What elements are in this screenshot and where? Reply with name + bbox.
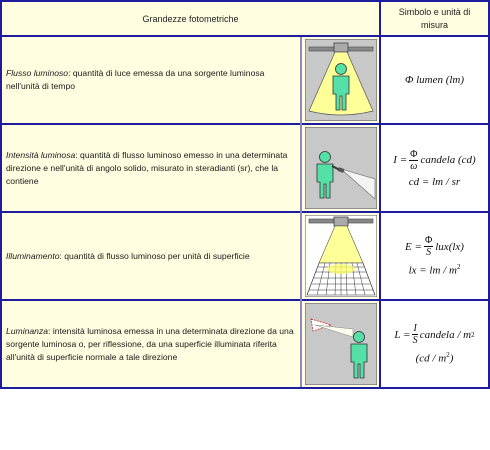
row-flux-description <box>2 37 300 123</box>
grid-line <box>300 37 302 387</box>
lamp-grid-floor-icon <box>305 215 377 297</box>
grid-line <box>0 211 490 213</box>
row-luminance-equation: L = $\frac{I}{S}$ candela / m 2 <box>394 323 475 347</box>
row-luminance-unit: $(cd / m^2)$ <box>415 351 454 365</box>
row-intensity-equation: I = $\frac{\Phi}{\omega}$ candela (cd) <box>393 148 476 172</box>
grid-line <box>0 35 490 37</box>
header-symbol-line1: Simbolo e unità di <box>398 7 471 17</box>
row-luminance-term: Luminanza <box>6 325 49 336</box>
row-illuminance-symbol <box>381 213 488 299</box>
grid-line <box>0 0 490 2</box>
row-illuminance-term: Illuminamento <box>6 250 60 261</box>
grid-line <box>0 123 490 125</box>
row-intensity-image-cell <box>302 125 379 211</box>
row-illuminance-image-cell <box>302 213 379 299</box>
row-intensity-term: Intensità luminosa <box>6 149 76 160</box>
row-luminance-symbol <box>381 301 488 387</box>
grid-line <box>0 299 490 301</box>
row-luminance-image-cell <box>302 301 379 387</box>
row-luminance-description <box>2 301 300 387</box>
header-quantities-cell <box>2 2 379 35</box>
row-intensity-description <box>2 125 300 211</box>
surface-observer-icon <box>305 303 377 385</box>
row-illuminance-unit: lx = lm / $m^2$ <box>408 263 461 277</box>
row-flux-text: Flusso luminoso: quantità di luce emessa da una sorgente luminosa nell'unità di tempo <box>6 68 265 91</box>
row-illuminance-text: Illuminamento: quantità di flusso luminoso per unità di superficie <box>6 250 250 261</box>
header-symbol-cell <box>381 2 488 35</box>
grid-line <box>0 387 490 389</box>
row-intensity-unit: cd = lm / sr <box>408 175 461 188</box>
row-intensity-symbol <box>381 125 488 211</box>
row-luminance-text: Luminanza: intensità luminosa emessa in una determinata direzione da una sorgente luminosa o, per riflessione, da una superficie illuminata riferita all'unità di superficie normale a tale direzione <box>6 325 294 362</box>
row-flux-symbol-text: Φ lumen (lm) <box>404 74 465 86</box>
row-flux-image-cell <box>302 37 379 123</box>
row-flux-symbol <box>381 37 488 123</box>
row-illuminance-description <box>2 213 300 299</box>
person-flashlight-icon <box>305 127 377 209</box>
lamp-person-icon <box>305 39 377 121</box>
grid-line <box>0 0 2 389</box>
header-symbol-line2: misura <box>420 20 448 30</box>
row-intensity-text: Intensità luminosa: quantità di flusso luminoso emesso in una determinata direzione e nell'unità di angolo solido, misurato in steradianti (sr), che la contiene <box>6 149 288 186</box>
grid-line <box>379 0 381 389</box>
row-illuminance-equation: E = $\frac{\Phi}{S}$ lux(lx) <box>405 235 464 259</box>
row-flux-term: Flusso luminoso <box>6 68 69 78</box>
header-quantities: Grandezze fotometriche <box>142 13 239 24</box>
